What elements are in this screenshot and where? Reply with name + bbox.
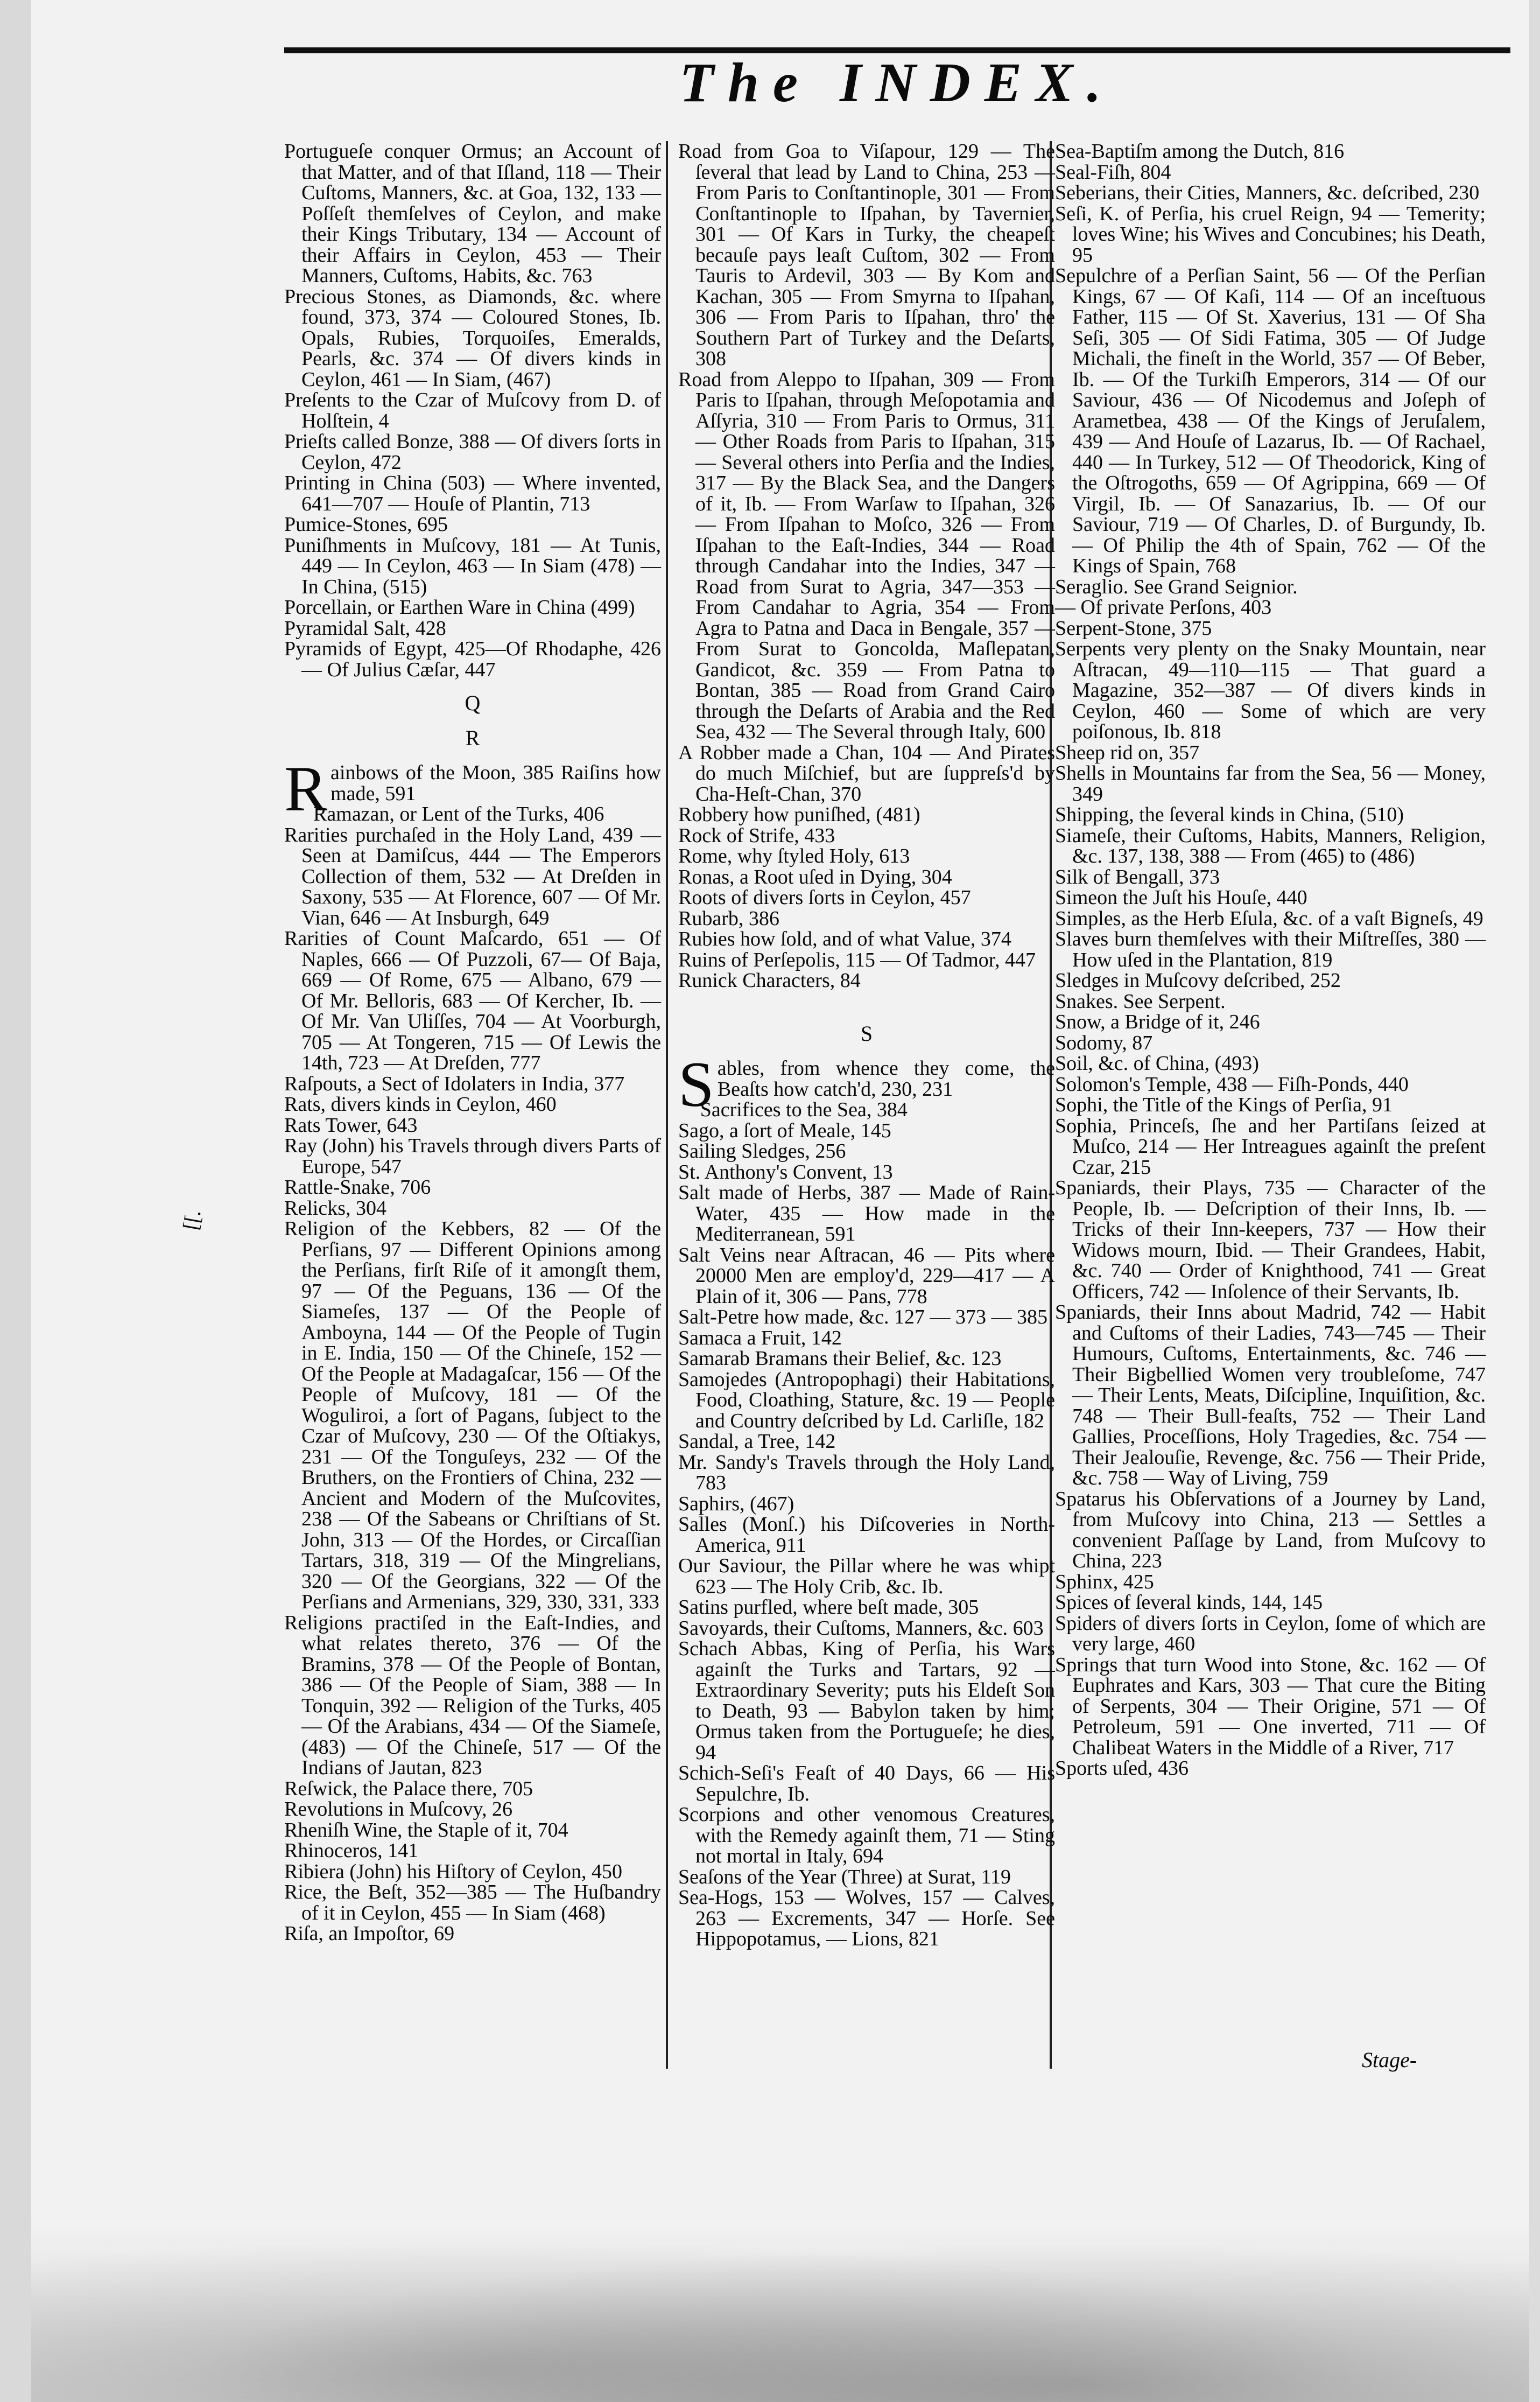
- index-entry: Solomon's Temple, 438 — Fiſh-Ponds, 440: [1055, 1073, 1409, 1096]
- index-entry: Ray (John) his Travels through divers Parts of Europe, 547: [284, 1135, 661, 1178]
- index-entry: Ruins of Perſepolis, 115 — Of Tadmor, 447: [678, 948, 1036, 971]
- page-title: The INDEX.: [679, 52, 1115, 114]
- index-entry: Pyramids of Egypt, 425—Of Rhodaphe, 426 — Of Julius Cæſar, 447: [284, 638, 661, 681]
- entries-s-continued: [1055, 141, 1486, 1779]
- index-entry: Porcellain, or Earthen Ware in China (499): [284, 596, 635, 619]
- index-entry: Rice, the Beſt, 352—385 — The Huſbandry of it in Ceylon, 455 — In Siam (468): [284, 1881, 661, 1924]
- index-entry: Rock of Strife, 433: [678, 824, 835, 847]
- index-entry: Prieſts called Bonze, 388 — Of divers ſorts in Ceylon, 472: [284, 430, 661, 474]
- index-entry: Slaves burn themſelves with their Miſtreſſes, 380 — How uſed in the Plantation, 819: [1055, 928, 1486, 971]
- index-entry: Rattle-Snake, 706: [284, 1176, 431, 1199]
- index-entry: Samaca a Fruit, 142: [678, 1326, 842, 1349]
- index-entry: Robbery how puniſhed, (481): [678, 803, 920, 826]
- section-letter-q: Q: [465, 691, 481, 715]
- index-entry: Shells in Mountains far from the Sea, 56 — Money, 349: [1055, 762, 1486, 806]
- index-entry: Rhinoceros, 141: [284, 1839, 419, 1862]
- index-entry: Sphinx, 425: [1055, 1570, 1154, 1593]
- column-divider-1: [666, 141, 668, 2069]
- index-entry: Sophia, Princeſs, ſhe and her Partiſans ſeized at Muſco, 214 — Her Intreagues againſt the preſent Czar, 215: [1055, 1114, 1486, 1179]
- index-entry: Sophi, the Title of the Kings of Perſia, 91: [1055, 1094, 1393, 1116]
- entries-s: [678, 1100, 1055, 1950]
- index-entry: Precious Stones, as Diamonds, &c. where found, 373, 374 — Coloured Stones, Ib. Opals, Rubies, Torquoiſes, Emeralds, Pearls, &c. 374 — Of divers kinds in Ceylon, 461 — In Siam, (467): [284, 285, 661, 391]
- index-entry: Salt Veins near Aſtracan, 46 — Pits where 20000 Men are employ'd, 229—417 — A Plain of it, 306 — Pans, 778: [678, 1243, 1055, 1308]
- index-entry: Sacrifices to the Sea, 384: [700, 1098, 908, 1121]
- index-entry: Spaniards, their Plays, 735 — Character of the People, Ib. — Deſcription of their Inns, Ib. — Tricks of their Inn-keepers, 737 — How their Widows mourn, Ibid. — Their Grandees, Habit, &c. 740 — Order of Knighthood, 741 — Great Officers, 742 — Inſolence of their Servants, Ib.: [1055, 1177, 1486, 1303]
- index-entry: Sea-Baptiſm among the Dutch, 816: [1055, 140, 1345, 163]
- index-entry: Relicks, 304: [284, 1196, 386, 1220]
- index-entry: A Robber made a Chan, 104 — And Pirates do much Miſchief, but are ſuppreſs'd by Cha-Heſt-Chan, 370: [678, 741, 1055, 806]
- index-entry: Religion of the Kebbers, 82 — Of the Perſians, 97 — Different Opinions among the Perſians, firſt Riſe of it amongſt them, 97 — Of the Peguans, 136 — Of the Siameſes, 137 — Of the People of Amboyna, 144 — Of the People of Tugin in E. India, 150 — Of the Chineſe, 152 — Of the People at Madagaſcar, 156 — Of the People of Muſcovy, 181 — Of the Woguliroi, a ſort of Pagans, ſubject to the Czar of Muſcovy, 230 — Of the Oſtiakys, 231 — Of the Tonguſeys, 232 — Of the Bruthers, on the Frontiers of China, 232 — Ancient and Modern of the Muſcovites, 238 — Of the Sabeans or Chriſtians of St. John, 313 — Of the Hordes, or Circaſſian Tartars, 318, 319 — Of the Mingrelians, 320 — Of the Georgians, 322 — Of the Perſians and Armenians, 329, 330, 331, 333: [284, 1217, 661, 1613]
- index-entry: Sepulchre of a Perſian Saint, 56 — Of the Perſian Kings, 67 — Of Kaſi, 114 — Of an inceſtuous Father, 115 — Of St. Xaverius, 131 — Of Sha Seſi, 305 — Of Sidi Fatima, 305 — Of Judge Michali, the fineſt in the World, 357 — Of Beber, Ib. — Of the Turkiſh Emperors, 314 — Of our Saviour, 436 — Of Nicodemus and Joſeph of Arametbea, 438 — Of the Kings of Jeruſalem, 439 — And Houſe of Lazarus, Ib. — Of Rachael, 440 — In Turkey, 512 — Of Theodorick, King of the Oſtrogoths, 659 — Of Agrippina, 669 — Of Virgil, Ib. — Of Sanazarius, Ib. — Of our Saviour, 719 — Of Charles, D. of Burgundy, Ib. — Of Philip the 4th of Spain, 762 — Of the Kings of Spain, 768: [1055, 264, 1486, 577]
- index-entry: Spiders of divers ſorts in Ceylon, ſome of which are very large, 460: [1055, 1612, 1486, 1655]
- index-entry: Rheniſh Wine, the Staple of it, 704: [284, 1818, 568, 1841]
- index-entry: Sports uſed, 436: [1055, 1757, 1189, 1780]
- index-entry: Spices of ſeveral kinds, 144, 145: [1055, 1591, 1323, 1614]
- index-entry: Spaniards, their Inns about Madrid, 742 — Habit and Cuſtoms of their Ladies, 743—745 — Their Humours, Cuſtoms, Entertainments, &c. 746 — Their Bigbellied Women very troubleſome, 747 — Their Lents, Meats, Diſcipline, Inquiſition, &c. 748 — Their Bull-feaſts, 752 — Their Land Gallies, Proceſſions, Holy Tragedies, &c. 754 — Their Jealouſie, Revenge, &c. 756 — Their Pride, &c. 758 — Way of Living, 759: [1055, 1301, 1486, 1489]
- index-entry: Scorpions and other venomous Creatures, with the Remedy againſt them, 71 — Sting not mortal in Italy, 694: [678, 1803, 1055, 1867]
- index-entry: Snow, a Bridge of it, 246: [1055, 1011, 1260, 1033]
- index-entry: Serpent-Stone, 375: [1055, 617, 1212, 640]
- index-entry: Portugueſe conquer Ormus; an Account of that Matter, and of that Iſland, 118 — Their Cuſtoms, Manners, &c. at Goa, 132, 133 — Poſſeſt themſelves of Ceylon, and make their Kings Tributary, 134 — Account of their Affairs in Ceylon, 453 — Their Manners, Cuſtoms, Habits, &c. 763: [284, 140, 661, 287]
- index-entry: Rarities of Count Maſcardo, 651 — Of Naples, 666 — Of Puzzoli, 67— Of Baja, 669 — Of Rome, 675 — Albano, 679 — Of Mr. Belloris, 683 — Of Kercher, Ib. — Of Mr. Van Uliſſes, 704 — At Voorburgh, 705 — At Tongeren, 715 — Of Lewis the 14th, 723 — At Dreſden, 777: [284, 927, 661, 1074]
- index-entry: Sledges in Muſcovy deſcribed, 252: [1055, 969, 1341, 992]
- index-entry: Salt made of Herbs, 387 — Made of Rain-Water, 435 — How made in the Mediterranean, 591: [678, 1181, 1055, 1245]
- index-entry: Simeon the Juſt his Houſe, 440: [1055, 886, 1307, 909]
- index-entry: Salt-Petre how made, &c. 127 — 373 — 385: [678, 1306, 1048, 1328]
- index-entry: Rats Tower, 643: [284, 1114, 418, 1137]
- index-entry: Silk of Bengall, 373: [1055, 865, 1220, 888]
- index-entry: Ronas, a Root uſed in Dying, 304: [678, 865, 952, 888]
- index-entry: Rome, why ſtyled Holy, 613: [678, 845, 910, 867]
- column-3: [1055, 141, 1486, 1779]
- index-entry: Schach Abbas, King of Perſia, his Wars againſt the Turks and Tartars, 92 — Extraordinary Severity; puts his Eldeſt Son to Death, 93 — Babylon taken by him; Ormus taken from the Portugueſe; he dies, 94: [678, 1637, 1055, 1764]
- index-entry: Rats, divers kinds in Ceylon, 460: [284, 1093, 557, 1116]
- index-entry: Sodomy, 87: [1055, 1031, 1153, 1054]
- index-entry: Samojedes (Antropophagi) their Habitations, Food, Cloathing, Stature, &c. 19 — People and Country deſcribed by Ld. Carliſle, 182: [678, 1368, 1055, 1432]
- index-entry: Saphirs, (467): [678, 1492, 794, 1515]
- index-entry: Seberians, their Cities, Manners, &c. deſcribed, 230: [1055, 181, 1480, 204]
- index-entry: Rubarb, 386: [678, 907, 779, 930]
- index-entry: Sago, a ſort of Meale, 145: [678, 1119, 891, 1142]
- index-entry: Rarities purchaſed in the Holy Land, 439 — Seen at Damiſcus, 444 — The Emperors Collection of them, 532 — At Dreſden in Saxony, 535 — At Florence, 607 — Of Mr. Vian, 646 — At Insburgh, 649: [284, 823, 661, 929]
- index-entry: Ramazan, or Lent of the Turks, 406: [313, 803, 604, 825]
- section-letter-s: S: [860, 1021, 873, 1046]
- column-1: [284, 141, 661, 1944]
- entries-p: [284, 141, 661, 680]
- index-entry: Shipping, the ſeveral kinds in China, (510): [1055, 803, 1404, 826]
- index-entry: Springs that turn Wood into Stone, &c. 162 — Of Euphrates and Kars, 303 — That cure the Biting of Serpents, 304 — Their Origine, 571 — Of Petroleum, 591 — One inverted, 711 — Of Chalibeat Waters in the Middle of a River, 717: [1055, 1653, 1486, 1759]
- index-entry: Road from Goa to Viſapour, 129 — The ſeveral that lead by Land to China, 253 — From Paris to Conſtantinople, 301 — From Conſtantinople to Iſpahan, by Tavernier, 301 — Of Kars in Turky, the cheapeſt becauſe pays leaſt Cuſtom, 302 — From Tauris to Ardevil, 303 — By Kom and Kachan, 305 — From Smyrna to Iſpahan, 306 — From Paris to Iſpahan, thro' the Southern Part of Turkey and the Deſarts, 308: [678, 140, 1055, 370]
- index-entry: Sea-Hogs, 153 — Wolves, 157 — Calves, 263 — Excrements, 347 — Horſe. See Hippopotamus, — Lions, 821: [678, 1886, 1055, 1950]
- index-entry: Seal-Fiſh, 804: [1055, 160, 1171, 184]
- index-entry: Revolutions in Muſcovy, 26: [284, 1798, 512, 1820]
- index-entry: Soil, &c. of China, (493): [1055, 1052, 1259, 1075]
- index-entry: — Of private Perſons, 403: [1055, 596, 1272, 619]
- index-entry-text: ainbows of the Moon, 385 Raiſins how made, 591: [330, 761, 661, 805]
- index-entry: Pyramidal Salt, 428: [284, 617, 446, 640]
- index-entry: Seraglio. See Grand Seignior.: [1055, 575, 1298, 598]
- index-entry: Sheep rid on, 357: [1055, 741, 1200, 764]
- entries-r-continued: [678, 141, 1055, 991]
- column-2: [678, 141, 1055, 1950]
- index-entry: Religions practiſed in the Eaſt-Indies, and what relates thereto, 376 — Of the Bramins, 378 — Of the People of Bontan, 386 — Of the People of Siam, 388 — In Tonquin, 392 — Religion of the Turks, 405 — Of the Arabians, 434 — Of the Siameſe, (483) — Of the Chineſe, 517 — Of the Indians of Jautan, 823: [284, 1611, 661, 1779]
- index-entry: Sailing Sledges, 256: [678, 1140, 846, 1163]
- index-entry: Raſpouts, a Sect of Idolaters in India, 377: [284, 1072, 625, 1095]
- index-entry: Snakes. See Serpent.: [1055, 990, 1226, 1013]
- index-entry: Roots of divers ſorts in Ceylon, 457: [678, 886, 971, 909]
- scan-damage: [31, 2218, 1529, 2402]
- margin-mark: [[.: [178, 1208, 206, 1232]
- index-entry: Siameſe, their Cuſtoms, Habits, Manners, Religion, &c. 137, 138, 388 — From (465) to (486): [1055, 824, 1486, 867]
- index-entry: Schich-Seſi's Feaſt of 40 Days, 66 — His Sepulchre, Ib.: [678, 1762, 1055, 1805]
- index-entry: Printing in China (503) — Where invented, 641—707 — Houſe of Plantin, 713: [284, 472, 661, 515]
- index-entry: Spatarus his Obſervations of a Journey by Land, from Muſcovy into China, 213 — Settles a convenient Paſſage by Land, from Muſcovy to China, 223: [1055, 1487, 1486, 1572]
- drop-cap-r: R: [284, 753, 328, 824]
- catchword: Stage-: [1362, 2048, 1417, 2072]
- entries-r: [284, 804, 661, 1944]
- index-entry: Road from Aleppo to Iſpahan, 309 — From Paris to Iſpahan, through Meſopotamia and Aſſyria, 310 — From Paris to Ormus, 311 — Other Roads from Paris to Iſpahan, 315 — Several others into Perſia and the Indies, 317 — By the Black Sea, and the Dangers of it, Ib. — From Warſaw to Iſpahan, 326 — From Iſpahan to Moſco, 326 — From Iſpahan to the Eaſt-Indies, 344 — Road through Candahar into the Indies, 347 — Road from Surat to Agria, 347—353 — From Candahar to Agria, 354 — From Agra to Patna and Daca in Bengale, 357 — From Surat to Goncolda, Maſlepatan, Gandicot, &c. 359 — From Patna to Bontan, 385 — Road from Grand Cairo through the Deſarts of Arabia and the Red Sea, 432 — The Several through Italy, 600: [678, 368, 1055, 743]
- index-entry: Serpents very plenty on the Snaky Mountain, near Aſtracan, 49—110—115 — That guard a Magazine, 352—387 — Of divers kinds in Ceylon, 460 — Some of which are very poiſonous, Ib. 818: [1055, 638, 1486, 743]
- index-entry: Riſa, an Impoſtor, 69: [284, 1922, 455, 1945]
- index-entry: Ribiera (John) his Hiſtory of Ceylon, 450: [284, 1860, 622, 1883]
- index-entry: Sandal, a Tree, 142: [678, 1430, 836, 1453]
- index-entry: Seaſons of the Year (Three) at Surat, 119: [678, 1865, 1011, 1888]
- index-entry: Runick Characters, 84: [678, 969, 861, 992]
- page-edge-right: [1529, 0, 1540, 2402]
- index-entry: St. Anthony's Convent, 13: [678, 1160, 893, 1184]
- index-entry: Preſents to the Czar of Muſcovy from D. of Holſtein, 4: [284, 389, 661, 432]
- section-letter-r: R: [465, 725, 480, 750]
- page-edge-left: [0, 0, 31, 2402]
- index-entry: Samarab Bramans their Belief, &c. 123: [678, 1347, 1002, 1370]
- drop-cap-s: S: [678, 1048, 714, 1120]
- index-entry: Reſwick, the Palace there, 705: [284, 1777, 533, 1800]
- index-entry: Our Saviour, the Pillar where he was whipt 623 — The Holy Crib, &c. Ib.: [678, 1554, 1055, 1598]
- index-entry: Seſi, K. of Perſia, his cruel Reign, 94 — Temerity; loves Wine; his Wives and Concubines; his Death, 95: [1055, 202, 1486, 267]
- index-entry: Rubies how ſold, and of what Value, 374: [678, 928, 1011, 950]
- index-entry-text: ables, from whence they come, the Beaſts how catch'd, 230, 231: [717, 1057, 1055, 1101]
- index-entry: Pumice-Stones, 695: [284, 513, 448, 536]
- index-entry: Satins purfled, where beſt made, 305: [678, 1596, 979, 1619]
- index-entry: Simples, as the Herb Eſula, &c. of a vaſt Bigneſs, 49: [1055, 907, 1483, 930]
- index-entry: Salles (Monſ.) his Diſcoveries in North-America, 911: [678, 1513, 1055, 1557]
- index-entry: Mr. Sandy's Travels through the Holy Land, 783: [678, 1451, 1055, 1494]
- index-entry: Savoyards, their Cuſtoms, Manners, &c. 603: [678, 1616, 1044, 1640]
- index-entry: Puniſhments in Muſcovy, 181 — At Tunis, 449 — In Ceylon, 463 — In Siam (478) — In China, (515): [284, 534, 661, 598]
